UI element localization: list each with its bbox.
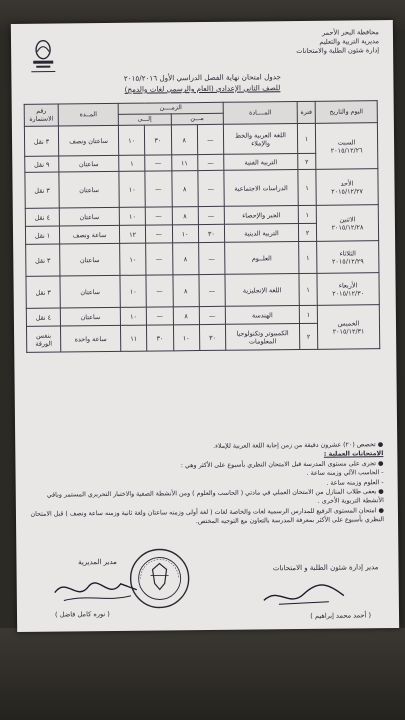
document-sheet: [11, 20, 399, 632]
signature-block-directorate: [42, 557, 152, 619]
from-minute: —: [197, 124, 224, 154]
table-row: [25, 205, 378, 227]
subject-cell: الجبر والإحصاء: [224, 206, 298, 225]
letterhead: [229, 28, 379, 57]
table-row: [24, 123, 377, 157]
signature-name: ( أحمد محمد إبراهيم ): [310, 611, 372, 620]
duration-cell: ساعتان: [60, 275, 120, 308]
header-day-date: اليوم والتاريخ: [315, 101, 377, 124]
from-hour: ٨: [171, 125, 198, 155]
subject-cell: الهندسة: [225, 306, 299, 325]
day-name: السبت: [337, 137, 356, 147]
header-form-number: رقم الاستمارة: [24, 104, 58, 126]
duration-cell: ساعتان: [60, 243, 120, 276]
note-advanced-level: ● امتحان المستوى الرفيع للمدارس الرسمية لغات والخاصة لغات ( لغة أولى وزمنه ساعتان ولغة ثانية وزمنه ساعة ونصف ) قبل الامتحان النظري بأسبوع على الأكثر بمعرفة المدرسة بالتعاون مع التوجيه المختص.: [30, 506, 385, 526]
to-hour: ١٠: [119, 171, 146, 207]
period-cell: ٢: [298, 153, 316, 169]
from-hour: ٨: [172, 275, 199, 307]
table-row: [25, 169, 378, 209]
table-row: [26, 241, 379, 277]
exam-date: ٢٠١٥/١٢/٢٦: [330, 145, 363, 155]
duration-cell: ساعتان: [59, 155, 119, 172]
header-subject: المــــادة: [223, 102, 297, 125]
from-minute: ٣٠: [198, 224, 224, 242]
duration-cell: ساعتان: [60, 307, 120, 326]
letterhead-administration: إدارة شئون الطلبة والامتحانات: [296, 46, 380, 56]
from-hour: ١٠: [173, 325, 200, 351]
form-cell: ٤ نقل: [26, 308, 60, 326]
exam-date: ٢٠١٥/١٢/٣١: [332, 326, 365, 336]
subject-cell: اللغة الإنجليزية: [225, 274, 299, 307]
from-hour: ١١: [171, 155, 197, 171]
form-cell: ٣ نقل: [26, 276, 60, 308]
exam-date: ٢٠١٥/١٢/٢٩: [331, 256, 364, 266]
form-cell: ٣ نقل: [26, 244, 60, 276]
subject-cell: التربية الدينية: [224, 224, 298, 243]
ministry-logo-icon: [27, 36, 59, 76]
day-date-cell: [317, 273, 379, 306]
to-minute: —: [146, 243, 173, 275]
signature-title: مدير إدارة شئون الطلبة و الامتحانات: [272, 563, 379, 573]
subject-cell: اللغة العربية والخط والإملاء: [223, 124, 297, 155]
from-hour: ٨: [172, 207, 198, 225]
subject-cell: العلــوم: [225, 242, 299, 275]
period-cell: ١: [298, 205, 316, 223]
period-cell: ١: [299, 305, 317, 323]
subject-cell: التربية الفنية: [224, 154, 298, 171]
day-name: الثلاثاء: [339, 248, 356, 258]
from-hour: ٨: [173, 307, 199, 325]
duration-cell: ساعتان: [59, 207, 119, 226]
from-minute: —: [199, 306, 225, 324]
exam-date: ٢٠١٥/١٢/٣٠: [332, 288, 365, 298]
handwritten-signature-icon: [49, 572, 144, 607]
from-minute: —: [198, 242, 225, 274]
to-hour: ١١: [120, 325, 147, 351]
table-row: [26, 273, 379, 309]
header-time: الزمــــن: [118, 102, 223, 114]
to-hour: ١٠: [118, 125, 145, 155]
form-cell: ٣ نقل: [24, 126, 58, 156]
day-date-cell: [317, 305, 379, 350]
letterhead-governorate: محافظة البحر الأحمر: [321, 28, 379, 37]
day-date-cell: [317, 241, 379, 274]
from-minute: —: [198, 170, 225, 206]
note-home-students: ● يعفى طلاب المنازل من الامتحان العملي في مادتي ( الحاسب والعلوم ) ومن الأنشطة الصفية والاختبار التحريري المستمر وباقي الأنشطة التربوية الأخرى .: [46, 488, 384, 506]
header-period: فترة: [297, 101, 315, 123]
day-name: الخميس: [337, 318, 360, 328]
signature-block-students-affairs: [219, 563, 379, 620]
form-cell: ١ نقل: [25, 226, 59, 244]
duration-cell: ساعة واحدة: [60, 325, 120, 352]
from-minute: —: [198, 206, 224, 224]
subject-cell: الكمبيوتر وتكنولوجيا المعلومات: [225, 324, 299, 351]
to-minute: —: [146, 207, 172, 225]
header-from: مـــن: [171, 113, 224, 125]
from-minute: ٣٠: [199, 324, 226, 350]
to-hour: ١٢: [119, 225, 145, 243]
period-cell: ٢: [299, 323, 317, 349]
to-minute: —: [145, 155, 171, 171]
to-hour: ١٠: [119, 207, 145, 225]
period-cell: ١: [299, 273, 317, 305]
day-name: الأحد: [340, 178, 354, 188]
to-hour: ١٠: [120, 307, 146, 325]
duration-cell: ساعة ونصف: [59, 225, 119, 244]
signature-name: ( نوره كامل فاضل ): [54, 610, 110, 619]
exam-date: ٢٠١٥/١٢/٢٨: [331, 222, 364, 232]
to-minute: ٣٠: [145, 125, 172, 155]
day-date-cell: [316, 205, 378, 242]
table-row: [26, 305, 379, 327]
day-name: الاثنين: [339, 214, 356, 224]
period-cell: ١: [298, 169, 316, 205]
form-cell: ٤ نقل: [25, 208, 59, 226]
letterhead-directorate: مديرية التربية والتعليم: [319, 37, 380, 46]
to-minute: —: [146, 225, 172, 243]
exam-schedule-table: [24, 100, 381, 353]
note-science: - العلوم وزمنه ساعة .: [326, 478, 384, 487]
header-to: إلـــى: [118, 114, 171, 126]
from-hour: ٨: [171, 171, 198, 207]
to-minute: —: [146, 275, 173, 307]
day-date-cell: [315, 123, 377, 170]
to-minute: ٣٠: [147, 325, 174, 351]
note-practical-schedule: ● تجرى على مستوى المدرسة قبل الامتحان النظري بأسبوع على الأكثر وهي :: [180, 459, 384, 470]
from-minute: —: [199, 274, 226, 306]
subject-cell: الدراسات الاجتماعية: [224, 170, 298, 207]
note-computer: - الحاسب الآلي وزمنه ساعة .: [306, 469, 384, 478]
period-cell: ١: [297, 123, 315, 153]
to-hour: ١٠: [120, 275, 147, 307]
background-bottom: [0, 628, 405, 720]
practical-exams-heading: الامتحانات العملية :: [323, 450, 384, 459]
title-line-2: للصف الثاني الإعدادي (العام والرسمي لغات والدمج): [124, 83, 281, 94]
exam-date: ٢٠١٥/١٢/٢٧: [331, 186, 364, 196]
document-title: [41, 70, 363, 95]
to-hour: ١٠: [120, 243, 147, 275]
notes-section: [29, 440, 384, 528]
title-line-1: جدول امتحان نهاية الفصل الدراسي الأول ٢٠١٥/٢٠١٦: [123, 72, 282, 83]
duration-cell: ساعتان: [59, 171, 119, 208]
from-minute: —: [197, 154, 223, 170]
to-minute: —: [147, 307, 173, 325]
day-name: الأربعاء: [338, 280, 358, 290]
period-cell: ١: [299, 241, 317, 273]
period-cell: ٢: [298, 223, 316, 241]
from-hour: ١٠: [172, 225, 198, 243]
duration-cell: ساعتان ونصف: [58, 125, 118, 156]
form-cell: ٣ نقل: [25, 172, 59, 208]
to-hour: ١: [119, 155, 145, 171]
to-minute: —: [145, 171, 172, 207]
form-cell: ٩ نقل: [25, 156, 59, 172]
signature-title: مدير المديرية: [78, 557, 117, 567]
form-cell: بنفس الورقة: [26, 326, 60, 352]
header-duration: المــدة: [58, 103, 118, 126]
from-hour: ٨: [172, 243, 199, 275]
note-arabic-dictation: ● تخصص (٢٠) عشرون دقيقة من زمن إجابة اللغة العربية للإملاء.: [213, 441, 384, 450]
day-date-cell: [316, 169, 378, 206]
handwritten-signature-icon: [259, 578, 349, 611]
